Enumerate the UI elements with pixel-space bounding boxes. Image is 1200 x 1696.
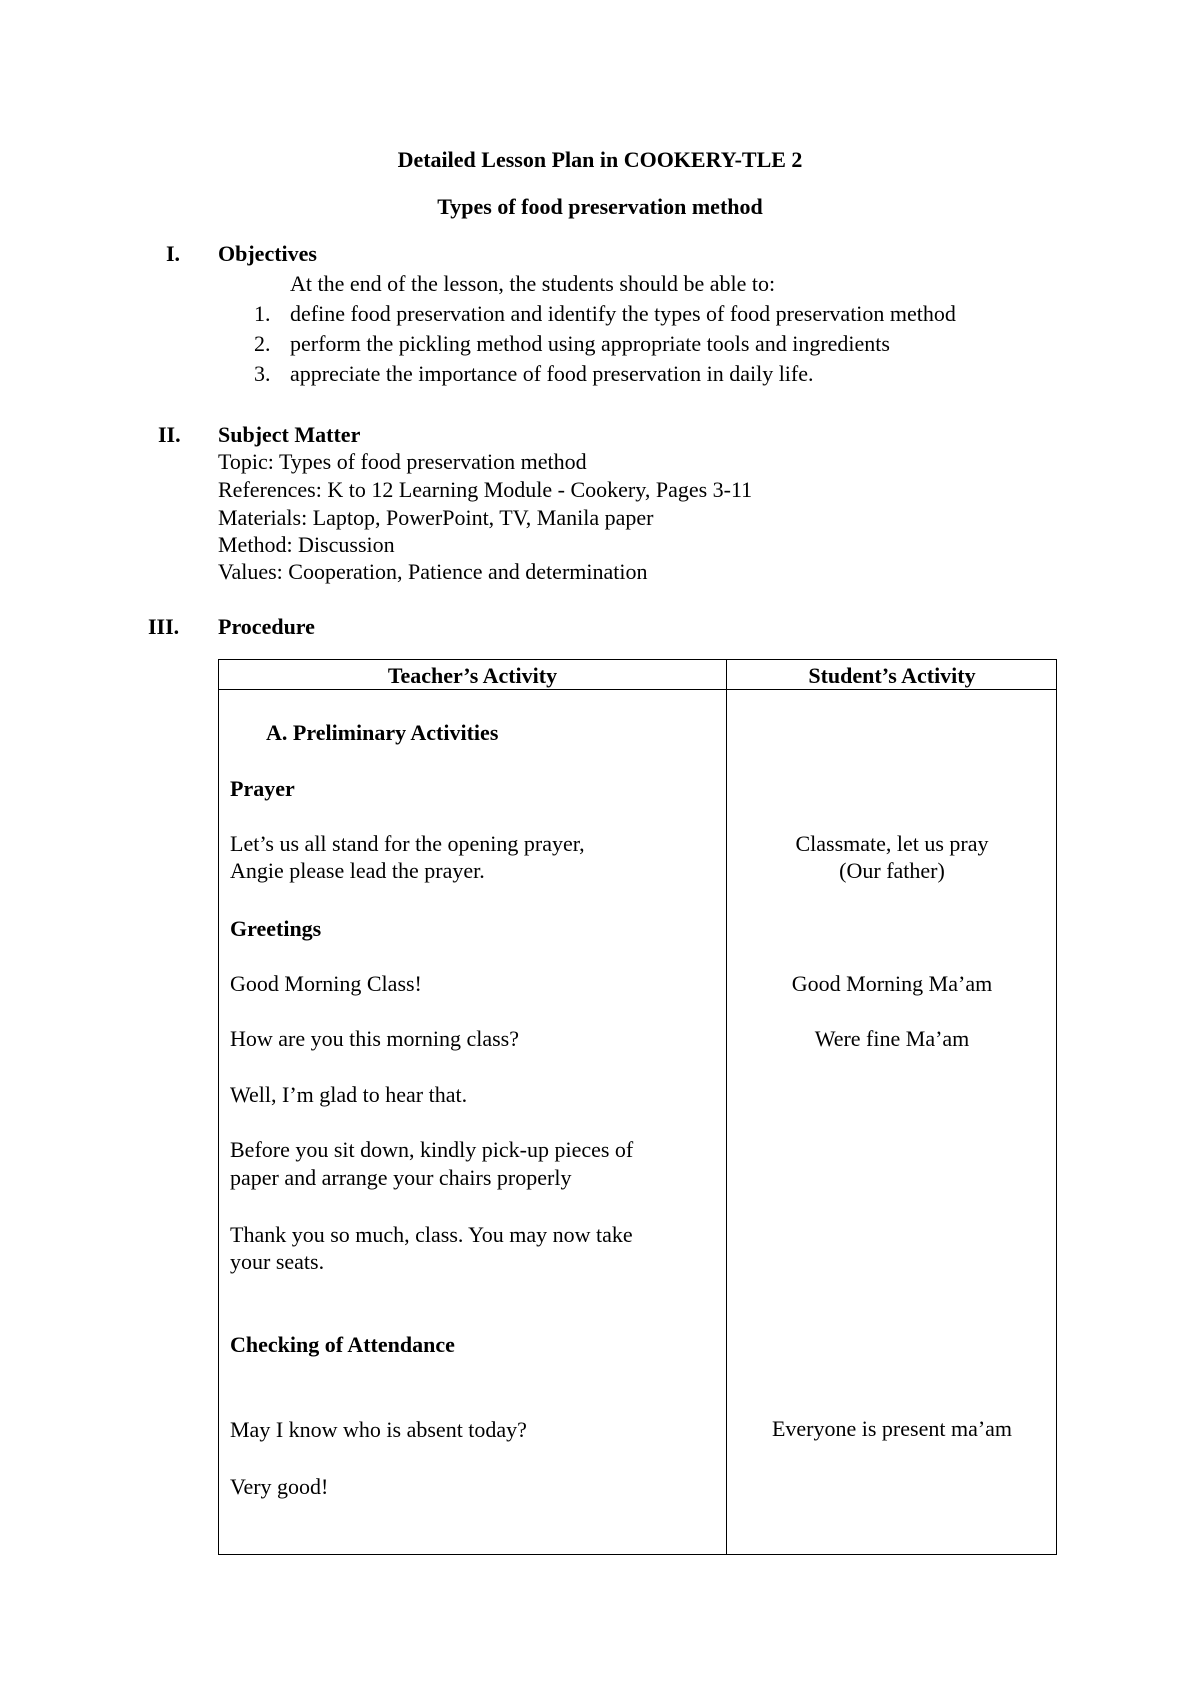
teacher-line: May I know who is absent today? [230,1417,527,1442]
section-heading-subject-matter: Subject Matter [218,422,361,447]
section-number-objectives: I. [166,241,181,266]
greetings-heading: Greetings [230,916,322,941]
section-number-subject-matter: II. [158,422,181,447]
document-title: Detailed Lesson Plan in COOKERY-TLE 2 [397,147,803,172]
teacher-activity-header: Teacher’s Activity [387,663,558,688]
student-line: Good Morning Ma’am [791,971,993,996]
teacher-line: Good Morning Class! [230,971,422,996]
objective-item: define food preservation and identify the types of food preservation method [290,301,956,326]
teacher-line: Well, I’m glad to hear that. [230,1082,468,1107]
student-line: Were fine Ma’am [814,1026,970,1051]
objective-item: appreciate the importance of food preservation in daily life. [290,361,814,386]
teacher-line: Let’s us all stand for the opening prayer, [230,831,585,856]
objective-item: perform the pickling method using appropriate tools and ingredients [290,331,890,356]
prayer-heading: Prayer [230,776,295,801]
procedure-table [218,659,1057,1555]
teacher-line: Angie please lead the prayer. [230,858,485,883]
student-line: Classmate, let us pray [795,831,989,856]
objectives-intro: At the end of the lesson, the students should be able to: [290,271,776,296]
teacher-line: How are you this morning class? [230,1026,519,1051]
objective-number: 3. [254,361,271,386]
teacher-line: Thank you so much, class. You may now take [230,1222,633,1247]
section-heading-procedure: Procedure [218,614,315,639]
document-subtitle: Types of food preservation method [437,194,763,219]
section-heading-objectives: Objectives [218,241,317,266]
student-line: Everyone is present ma’am [771,1416,1013,1441]
objective-number: 2. [254,331,271,356]
teacher-line: paper and arrange your chairs properly [230,1165,572,1190]
objective-number: 1. [254,301,271,326]
subject-matter-line: Values: Cooperation, Patience and determination [218,559,648,584]
header-divider [219,689,1056,690]
subject-matter-line: References: K to 12 Learning Module - Cookery, Pages 3-11 [218,477,753,502]
teacher-line: Very good! [230,1474,329,1499]
section-number-procedure: III. [148,614,180,639]
preliminary-activities-heading: A. Preliminary Activities [266,720,499,745]
subject-matter-line: Topic: Types of food preservation method [218,449,587,474]
subject-matter-line: Method: Discussion [218,532,395,557]
teacher-line: your seats. [230,1249,325,1274]
attendance-heading: Checking of Attendance [230,1332,455,1357]
teacher-line: Before you sit down, kindly pick-up pieces of [230,1137,634,1162]
subject-matter-line: Materials: Laptop, PowerPoint, TV, Manila paper [218,505,654,530]
student-line: (Our father) [839,858,945,883]
student-activity-header: Student’s Activity [808,663,976,688]
